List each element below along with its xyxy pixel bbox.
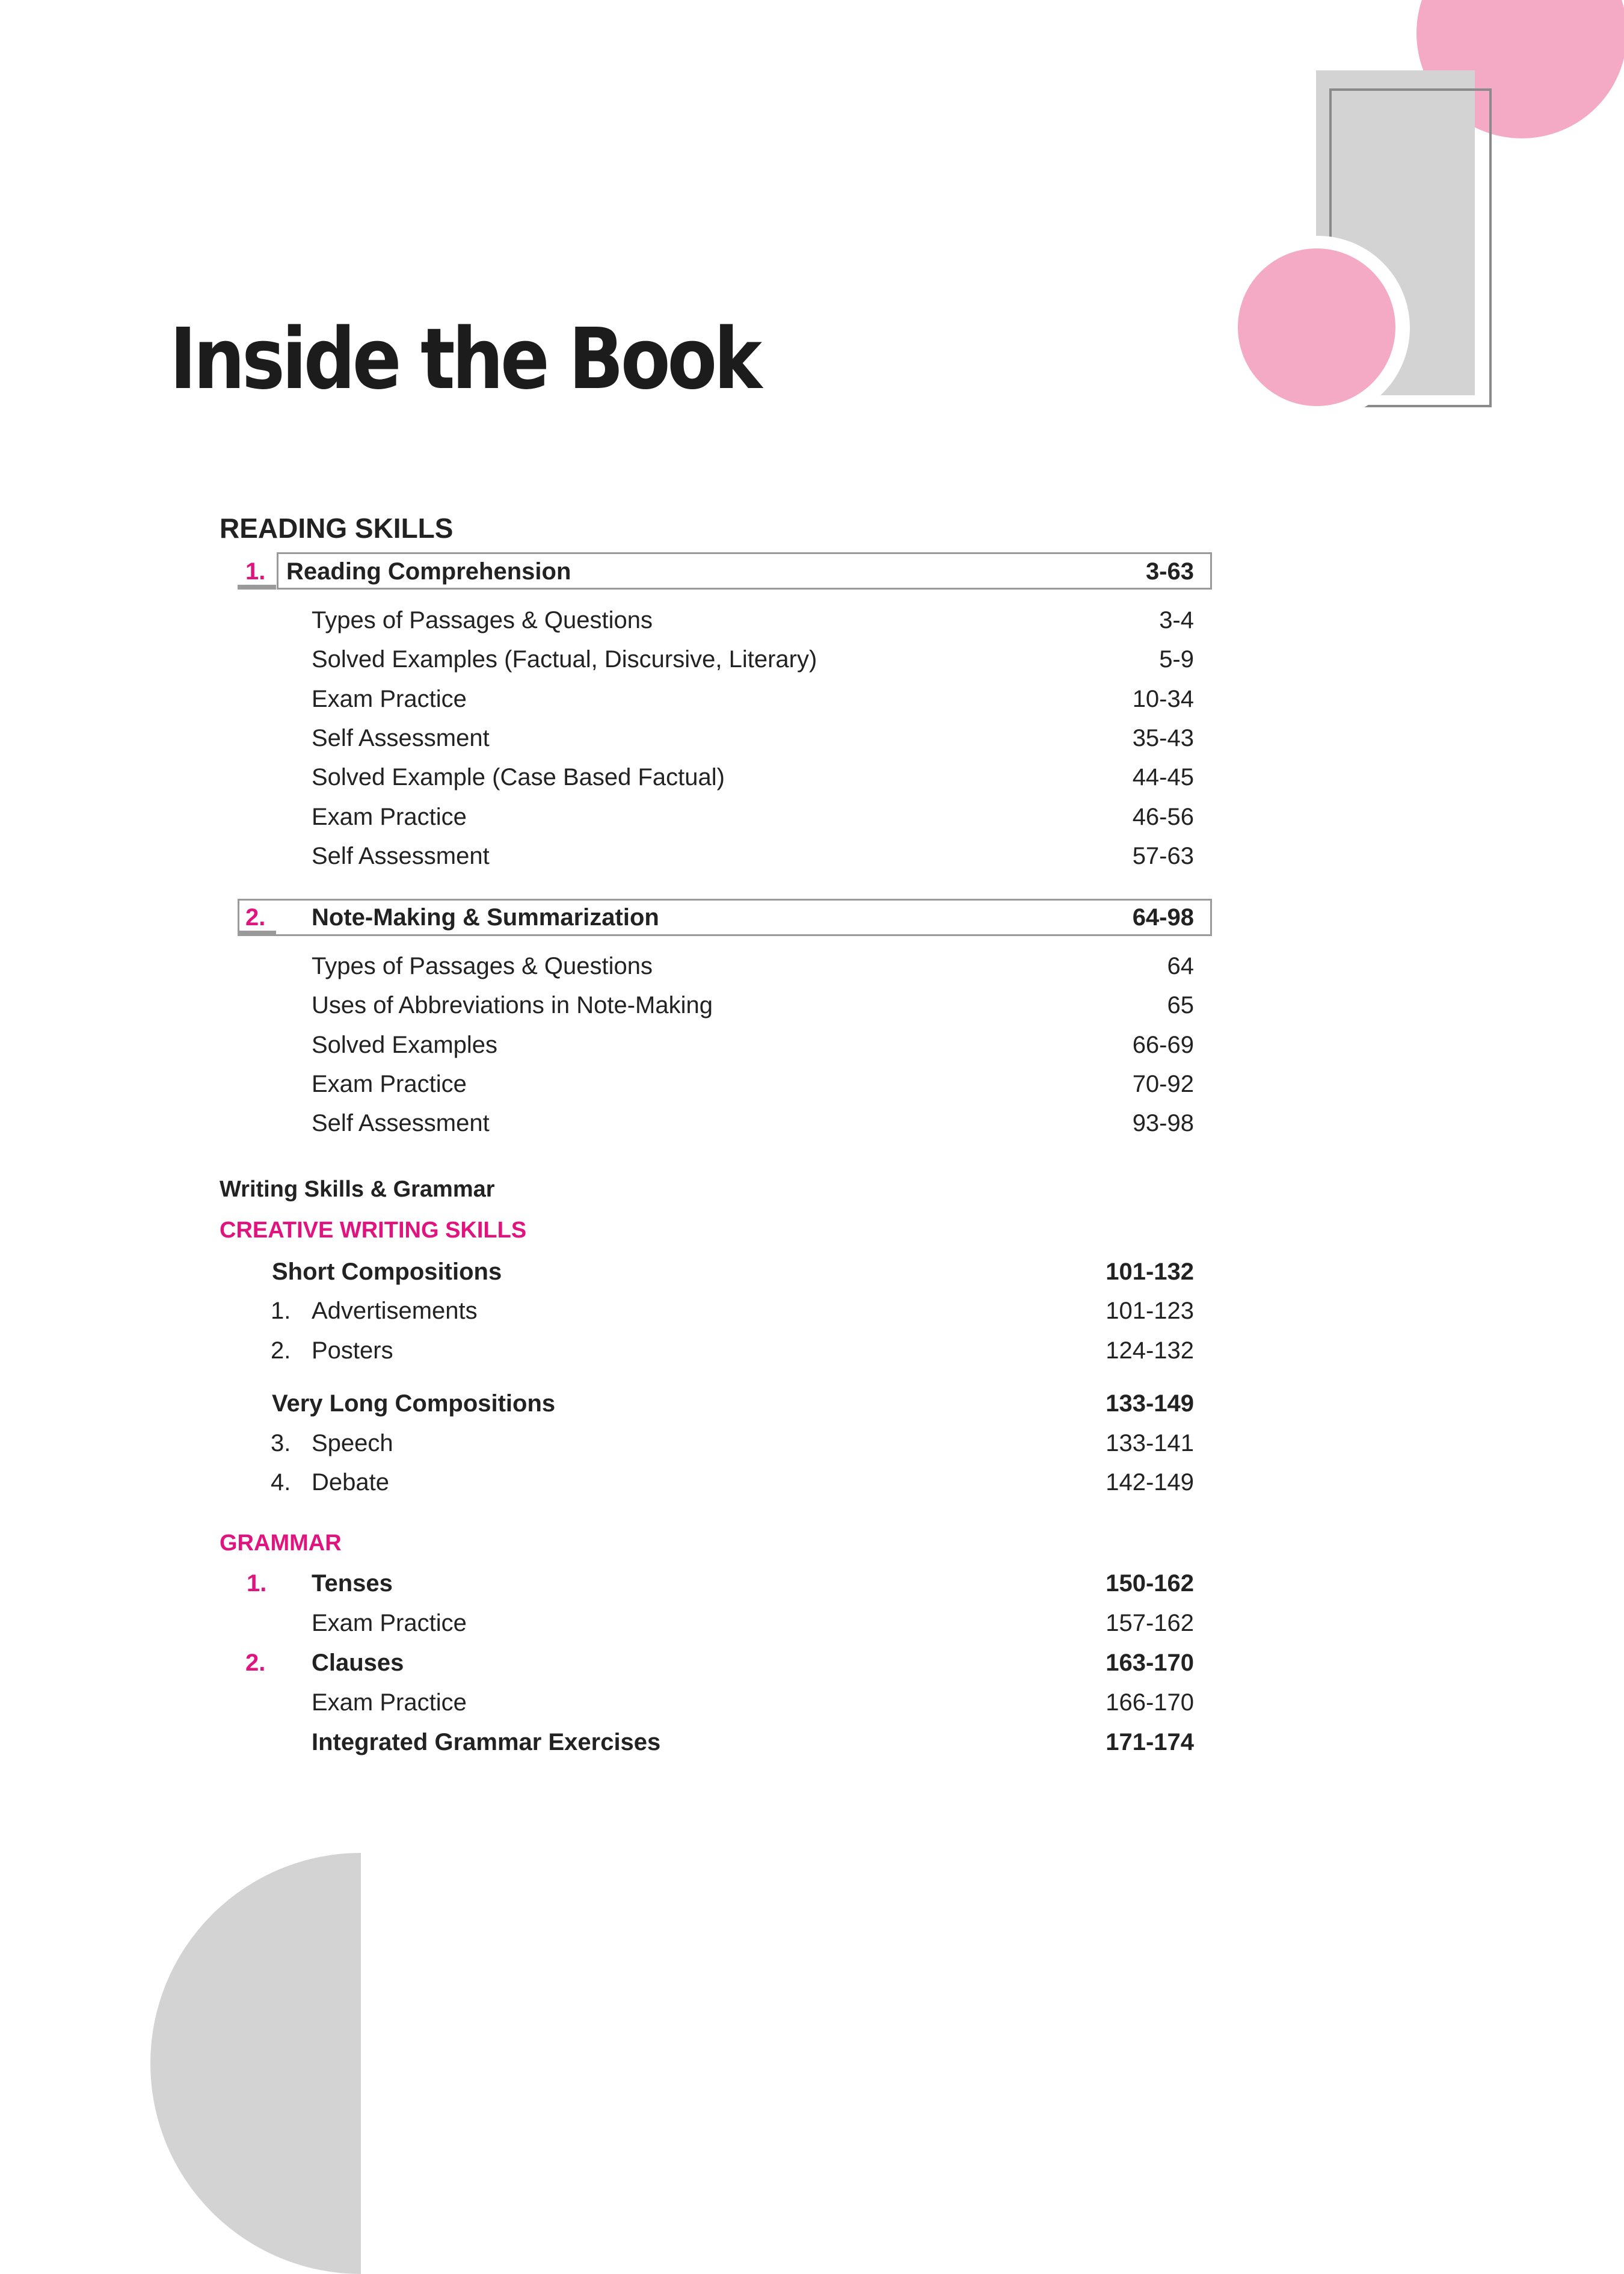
toc-item-pages: 3-4 (1159, 607, 1194, 633)
chapter-row-clauses[interactable] (0, 1646, 1624, 1680)
toc-item-label: Self Assessment (312, 1110, 490, 1136)
integrated-pages: 171-174 (1106, 1729, 1194, 1755)
page-title: Inside the Book (170, 310, 759, 408)
group-title: Short Compositions (272, 1259, 502, 1285)
chapter-title: Reading Comprehension (286, 558, 571, 585)
toc-item-pages: 5-9 (1159, 646, 1194, 673)
item-number: 3. (271, 1430, 291, 1456)
chapter-row-reading-comprehension[interactable] (0, 555, 1624, 588)
item-number: 2. (271, 1337, 291, 1364)
toc-item-label: Uses of Abbreviations in Note-Making (312, 992, 713, 1018)
toc-item[interactable] (0, 721, 1624, 755)
writing-skills-heading: Writing Skills & Grammar (220, 1177, 495, 1202)
toc-item-label: Exam Practice (312, 804, 467, 830)
toc-item-pages: 10-34 (1132, 686, 1194, 712)
integrated-grammar-row[interactable] (0, 1725, 1624, 1759)
chapter-title: Note-Making & Summarization (312, 904, 659, 931)
toc-item-pages: 93-98 (1132, 1110, 1194, 1136)
toc-item[interactable] (0, 949, 1624, 983)
toc-item-label: Solved Examples (Factual, Discursive, Literary) (312, 646, 817, 673)
toc-item[interactable] (0, 603, 1624, 637)
toc-item-pages: 124-132 (1106, 1337, 1194, 1364)
toc-item-pages: 35-43 (1132, 725, 1194, 751)
toc-item-pages: 133-141 (1106, 1430, 1194, 1456)
group-pages: 133-149 (1106, 1390, 1194, 1417)
toc-item[interactable] (0, 1106, 1624, 1140)
item-number: 4. (271, 1469, 291, 1496)
toc-item[interactable] (0, 1426, 1624, 1460)
toc-item-label: Debate (312, 1469, 389, 1496)
chapter-row-tenses[interactable] (0, 1567, 1624, 1600)
toc-item[interactable] (0, 1334, 1624, 1367)
toc-item-pages: 166-170 (1106, 1689, 1194, 1716)
toc-item[interactable] (0, 642, 1624, 676)
toc-item[interactable] (0, 682, 1624, 716)
toc-item[interactable] (0, 1294, 1624, 1328)
toc-item[interactable] (0, 988, 1624, 1022)
toc-item-label: Solved Examples (312, 1032, 498, 1058)
integrated-title: Integrated Grammar Exercises (312, 1729, 661, 1755)
toc-item-label: Posters (312, 1337, 393, 1364)
toc-item-pages: 64 (1167, 953, 1194, 979)
toc-item-label: Self Assessment (312, 843, 490, 869)
toc-item[interactable] (0, 1686, 1624, 1719)
chapter-pages: 3-63 (1145, 558, 1194, 585)
chapter-pages: 150-162 (1106, 1570, 1194, 1597)
chapter-title: Clauses (312, 1650, 404, 1676)
grammar-heading: GRAMMAR (220, 1530, 342, 1556)
toc-item[interactable] (0, 800, 1624, 834)
toc-item-pages: 101-123 (1106, 1298, 1194, 1324)
toc-item-label: Exam Practice (312, 686, 467, 712)
chapter-number: 2. (245, 904, 266, 931)
item-number: 1. (271, 1298, 291, 1324)
toc-item-pages: 157-162 (1106, 1610, 1194, 1636)
toc-item-label: Speech (312, 1430, 393, 1456)
toc-item-label: Self Assessment (312, 725, 490, 751)
toc-item-pages: 57-63 (1132, 843, 1194, 869)
group-pages: 101-132 (1106, 1259, 1194, 1285)
group-title: Very Long Compositions (272, 1390, 556, 1417)
toc-item-pages: 65 (1167, 992, 1194, 1018)
toc-item-label: Types of Passages & Questions (312, 953, 653, 979)
toc-item-label: Exam Practice (312, 1071, 467, 1097)
toc-item[interactable] (0, 1465, 1624, 1499)
chapter-number: 1. (247, 1570, 267, 1597)
toc-item-pages: 66-69 (1132, 1032, 1194, 1058)
chapter-pages: 163-170 (1106, 1650, 1194, 1676)
chapter-row-note-making[interactable] (0, 901, 1624, 934)
chapter-title: Tenses (312, 1570, 393, 1597)
toc-item-label: Types of Passages & Questions (312, 607, 653, 633)
toc-item[interactable] (0, 839, 1624, 873)
toc-item-label: Exam Practice (312, 1689, 467, 1716)
chapter-number: 2. (245, 1650, 266, 1676)
toc-item-pages: 46-56 (1132, 804, 1194, 830)
decorative-gray-semicircle (150, 1853, 361, 2274)
reading-skills-heading: READING SKILLS (220, 513, 454, 544)
toc-item-pages: 44-45 (1132, 764, 1194, 790)
toc-item[interactable] (0, 1028, 1624, 1062)
decorative-pink-circle-small (1238, 248, 1395, 406)
toc-item-pages: 142-149 (1106, 1469, 1194, 1496)
chapter-number: 1. (245, 558, 266, 585)
toc-item-label: Solved Example (Case Based Factual) (312, 764, 725, 790)
toc-item[interactable] (0, 760, 1624, 794)
toc-item[interactable] (0, 1067, 1624, 1101)
toc-item-label: Exam Practice (312, 1610, 467, 1636)
group-row-very-long-compositions[interactable] (0, 1387, 1624, 1420)
toc-item-pages: 70-92 (1132, 1071, 1194, 1097)
toc-item[interactable] (0, 1606, 1624, 1640)
chapter-pages: 64-98 (1132, 904, 1194, 931)
creative-writing-heading: CREATIVE WRITING SKILLS (220, 1218, 527, 1243)
toc-item-label: Advertisements (312, 1298, 478, 1324)
group-row-short-compositions[interactable] (0, 1255, 1624, 1289)
